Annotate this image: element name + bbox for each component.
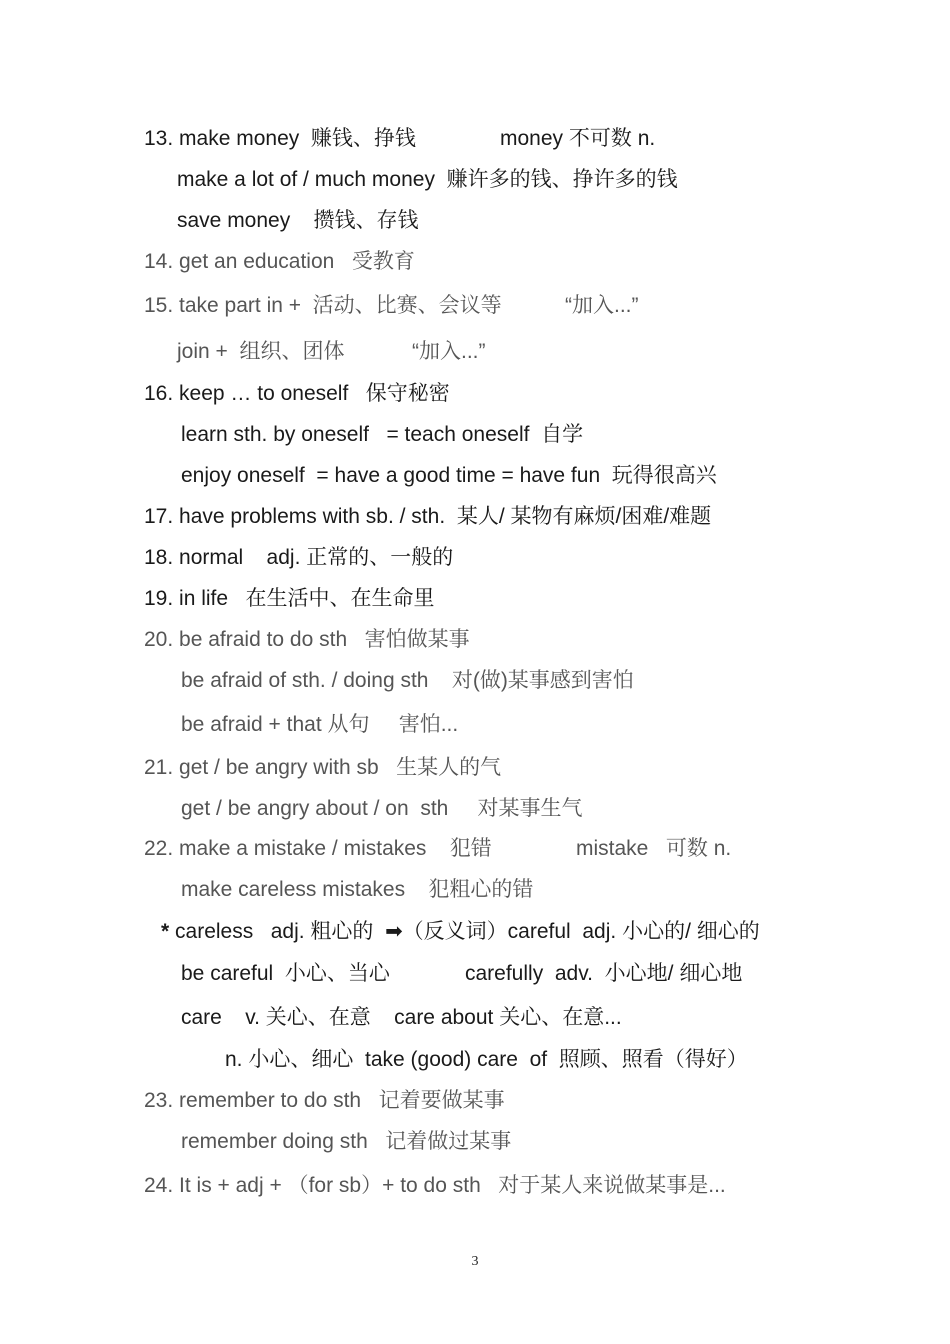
entry-22-be-careful: be careful 小心、当心	[181, 962, 390, 985]
entry-24-it-is: 24. It is + adj + （for sb）+ to do sth 对于某人来说做某事是...	[144, 1174, 726, 1197]
entry-20-afraid-of: be afraid of sth. / doing sth 对(做)某事感到害怕	[181, 669, 634, 692]
entry-13-money-note: money 不可数 n.	[500, 127, 656, 150]
entry-14-education: 14. get an education 受教育	[144, 250, 415, 273]
entry-22-care-noun: n. 小心、细心 take (good) care of 照顾、照看（得好）	[225, 1048, 748, 1071]
entry-22-care-verb: care v. 关心、在意 care about 关心、在意...	[181, 1006, 622, 1029]
entry-16-enjoy: enjoy oneself = have a good time = have fun 玩得很高兴	[181, 464, 717, 487]
entry-23-remember-doing: remember doing sth 记着做过某事	[181, 1130, 512, 1153]
entry-15-join: join + 组织、团体	[177, 340, 345, 363]
entry-13-save-money: save money 攒钱、存钱	[177, 209, 419, 232]
entry-19-in-life: 19. in life 在生活中、在生命里	[144, 587, 435, 610]
bullet-star: *	[161, 920, 170, 943]
entry-16-keep: 16. keep … to oneself 保守秘密	[144, 382, 450, 405]
entry-22-careless-line	[161, 918, 760, 946]
entry-21-angry-about: get / be angry about / on sth 对某事生气	[181, 797, 583, 820]
entry-20-afraid-that: be afraid + that 从句 害怕...	[181, 713, 459, 736]
entry-15-take-part: 15. take part in + 活动、比赛、会议等	[144, 294, 502, 317]
entry-17-problems: 17. have problems with sb. / sth. 某人/ 某物有麻烦/困难/难题	[144, 505, 712, 528]
entry-22-mistake: 22. make a mistake / mistakes 犯错	[144, 837, 492, 860]
entry-13-make-money: 13. make money 赚钱、挣钱	[144, 127, 416, 150]
entry-18-normal: 18. normal adj. 正常的、一般的	[144, 546, 454, 569]
entry-22-carefully: carefully adv. 小心地/ 细心地	[465, 962, 743, 985]
entry-23-remember-to: 23. remember to do sth 记着要做某事	[144, 1089, 505, 1112]
entry-13-make-a-lot: make a lot of / much money 赚许多的钱、挣许多的钱	[177, 168, 678, 191]
entry-15-join-meaning-2: “加入...”	[412, 340, 486, 363]
entry-22-careless-mistakes: make careless mistakes 犯粗心的错	[181, 878, 534, 901]
entry-22-mistake-note: mistake 可数 n.	[576, 837, 732, 860]
careless-careful-text: careless adj. 粗心的 ➡（反义词）careful adj. 小心的/ 细心的	[169, 920, 760, 943]
entry-16-learn: learn sth. by oneself = teach oneself 自学	[181, 423, 584, 446]
entry-20-afraid-to: 20. be afraid to do sth 害怕做某事	[144, 628, 470, 651]
page-number: 3	[471, 1254, 479, 1269]
entry-15-join-meaning: “加入...”	[565, 294, 639, 317]
entry-21-angry-with: 21. get / be angry with sb 生某人的气	[144, 756, 502, 779]
